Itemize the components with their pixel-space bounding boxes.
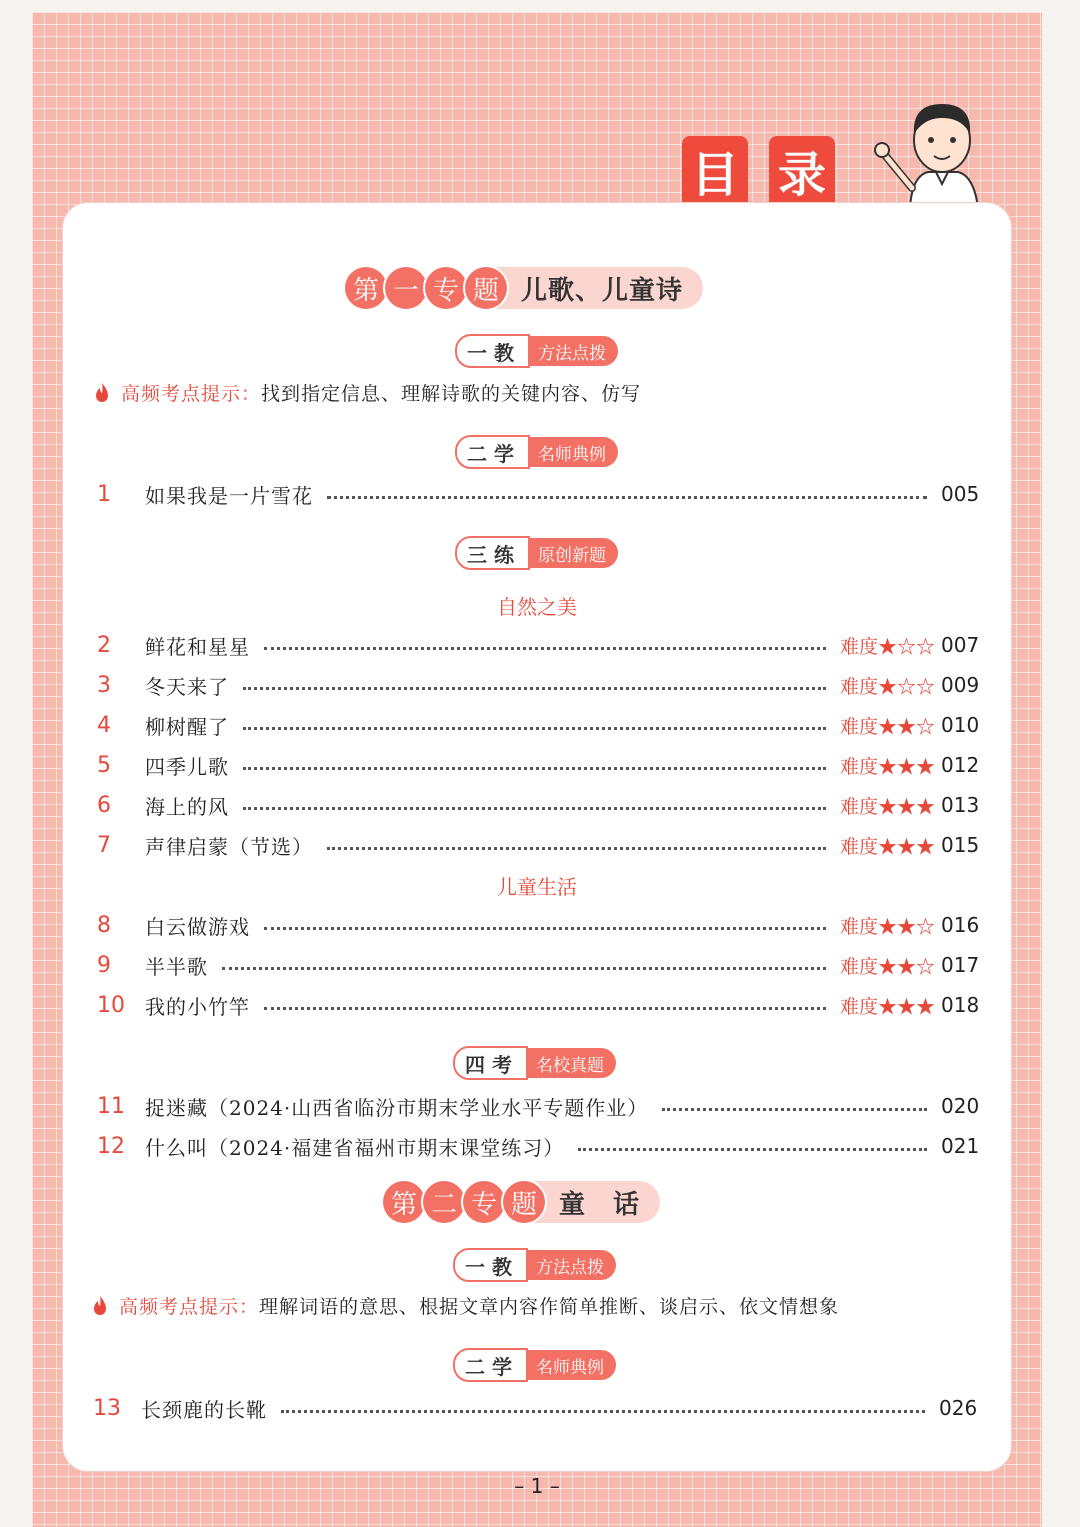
section-pill-practice — [455, 537, 618, 569]
entry-title: 半半歌 — [145, 954, 208, 979]
toc-entry[interactable] — [93, 1393, 977, 1423]
flame-icon — [93, 382, 111, 404]
section-tag: 名师典例 — [520, 437, 618, 467]
section-number: 二 学 — [453, 1348, 528, 1382]
dot-leader — [222, 966, 826, 970]
subhead-childhood: 儿童生活 — [497, 875, 577, 899]
section-tag: 名师典例 — [518, 1350, 616, 1380]
tip-text: 理解词语的意思、根据文章内容作简单推断、谈启示、依文情想象 — [259, 1296, 840, 1318]
entry-page: 017 — [941, 953, 980, 977]
entry-title: 冬天来了 — [145, 674, 229, 699]
dot-leader — [281, 1409, 925, 1413]
dot-leader — [243, 726, 826, 730]
section-number: 一 教 — [453, 1248, 528, 1282]
entry-title: 柳树醒了 — [145, 714, 229, 739]
entry-page: 007 — [941, 633, 980, 657]
topic-banner-1 — [345, 265, 703, 311]
entry-page: 013 — [941, 793, 980, 817]
toc-entry[interactable] — [97, 710, 979, 740]
entry-difficulty: 难度★★☆ — [839, 915, 935, 938]
dot-leader — [264, 646, 826, 650]
entry-title: 长颈鹿的长靴 — [141, 1397, 267, 1422]
dot-leader — [327, 495, 927, 499]
dot-leader — [243, 686, 826, 690]
toc-entry[interactable] — [97, 950, 979, 980]
dot-leader — [327, 846, 826, 850]
entry-title: 四季儿歌 — [145, 754, 229, 779]
topic-char: 专 — [425, 267, 467, 309]
dot-leader — [578, 1147, 927, 1151]
dot-leader — [243, 766, 826, 770]
toc-entry[interactable] — [97, 630, 979, 660]
section-pill-teach — [455, 335, 618, 367]
section-tag: 方法点拨 — [520, 336, 618, 366]
entry-title: 声律启蒙（节选） — [145, 834, 313, 859]
entry-page: 015 — [941, 833, 980, 857]
entry-number: 1 — [97, 481, 111, 507]
tip-label: 高频考点提示： — [119, 1296, 260, 1318]
entry-difficulty: 难度★★★ — [839, 835, 935, 858]
contents-card — [62, 202, 1012, 1472]
section-pill-learn-2 — [453, 1349, 616, 1381]
dot-leader — [264, 926, 826, 930]
dot-leader — [243, 806, 826, 810]
toc-entry[interactable] — [97, 910, 979, 940]
entry-difficulty: 难度★★★ — [839, 795, 935, 818]
toc-entry[interactable] — [97, 990, 979, 1020]
entry-number: 2 — [97, 632, 111, 658]
topic-char: 题 — [503, 1181, 545, 1223]
section-number: 四 考 — [453, 1046, 528, 1080]
toc-entry[interactable] — [97, 479, 979, 509]
entry-difficulty: 难度★☆☆ — [839, 675, 935, 698]
section-number: 二 学 — [455, 435, 530, 469]
exam-tip-2 — [91, 1292, 839, 1319]
tip-text: 找到指定信息、理解诗歌的关键内容、仿写 — [261, 383, 642, 405]
entry-title: 鲜花和星星 — [145, 634, 250, 659]
entry-title: 什么叫（2024·福建省福州市期末课堂练习） — [145, 1135, 565, 1160]
entry-title: 白云做游戏 — [145, 914, 250, 939]
entry-difficulty: 难度★★★ — [839, 755, 935, 778]
entry-number: 9 — [97, 952, 111, 978]
topic-name: 儿歌、儿童诗 — [491, 267, 703, 309]
title-char-lu: 录 — [769, 136, 835, 204]
entry-number: 10 — [97, 992, 125, 1018]
entry-page: 018 — [941, 993, 980, 1017]
page-sheet — [32, 12, 1042, 1527]
entry-number: 6 — [97, 792, 111, 818]
section-pill-learn — [455, 436, 618, 468]
entry-number: 4 — [97, 712, 111, 738]
toc-entry[interactable] — [97, 750, 979, 780]
dot-leader — [264, 1006, 826, 1010]
entry-page: 009 — [941, 673, 980, 697]
entry-difficulty: 难度★☆☆ — [839, 635, 935, 658]
mascot-boy-illustration — [870, 92, 988, 208]
entry-title: 如果我是一片雪花 — [145, 483, 313, 508]
section-tag: 方法点拨 — [518, 1250, 616, 1280]
toc-entry[interactable] — [97, 830, 979, 860]
entry-title: 海上的风 — [145, 794, 229, 819]
entry-number: 8 — [97, 912, 111, 938]
topic-char: 题 — [465, 267, 507, 309]
topic-char: 第 — [383, 1181, 425, 1223]
entry-page: 005 — [941, 482, 980, 506]
entry-title: 我的小竹竿 — [145, 994, 250, 1019]
entry-page: 021 — [941, 1134, 980, 1158]
entry-difficulty: 难度★★☆ — [839, 955, 935, 978]
entry-page: 016 — [941, 913, 980, 937]
entry-page: 020 — [941, 1094, 980, 1118]
toc-entry[interactable] — [97, 790, 979, 820]
topic-char: 二 — [423, 1181, 465, 1223]
entry-number: 3 — [97, 672, 111, 698]
entry-difficulty: 难度★★☆ — [839, 715, 935, 738]
entry-page: 010 — [941, 713, 980, 737]
entry-number: 13 — [93, 1395, 121, 1421]
entry-title: 捉迷藏（2024·山西省临汾市期末学业水平专题作业） — [145, 1095, 649, 1120]
entry-page: 012 — [941, 753, 980, 777]
section-number: 一 教 — [455, 334, 530, 368]
section-pill-exam — [453, 1047, 616, 1079]
dot-leader — [662, 1107, 927, 1111]
entry-number: 7 — [97, 832, 111, 858]
section-pill-teach-2 — [453, 1249, 616, 1281]
title-char-mu: 目 — [682, 136, 748, 204]
toc-entry[interactable] — [97, 1131, 979, 1161]
topic-char: 第 — [345, 267, 387, 309]
subhead-nature: 自然之美 — [497, 595, 577, 619]
entry-number: 12 — [97, 1133, 125, 1159]
topic-name: 童 话 — [529, 1181, 660, 1223]
topic-banner-2 — [383, 1179, 660, 1225]
entry-difficulty: 难度★★★ — [839, 995, 935, 1018]
page-number: – 1 – — [514, 1474, 560, 1498]
entry-number: 5 — [97, 752, 111, 778]
topic-char: 一 — [385, 267, 427, 309]
tip-label: 高频考点提示： — [121, 383, 262, 405]
entry-number: 11 — [97, 1093, 125, 1119]
toc-entry[interactable] — [97, 1091, 979, 1121]
entry-page: 026 — [939, 1396, 978, 1420]
flame-icon — [91, 1295, 109, 1317]
exam-tip-1 — [93, 379, 641, 406]
topic-char: 专 — [463, 1181, 505, 1223]
section-tag: 原创新题 — [520, 538, 618, 568]
section-tag: 名校真题 — [518, 1048, 616, 1078]
toc-entry[interactable] — [97, 670, 979, 700]
section-number: 三 练 — [455, 536, 530, 570]
